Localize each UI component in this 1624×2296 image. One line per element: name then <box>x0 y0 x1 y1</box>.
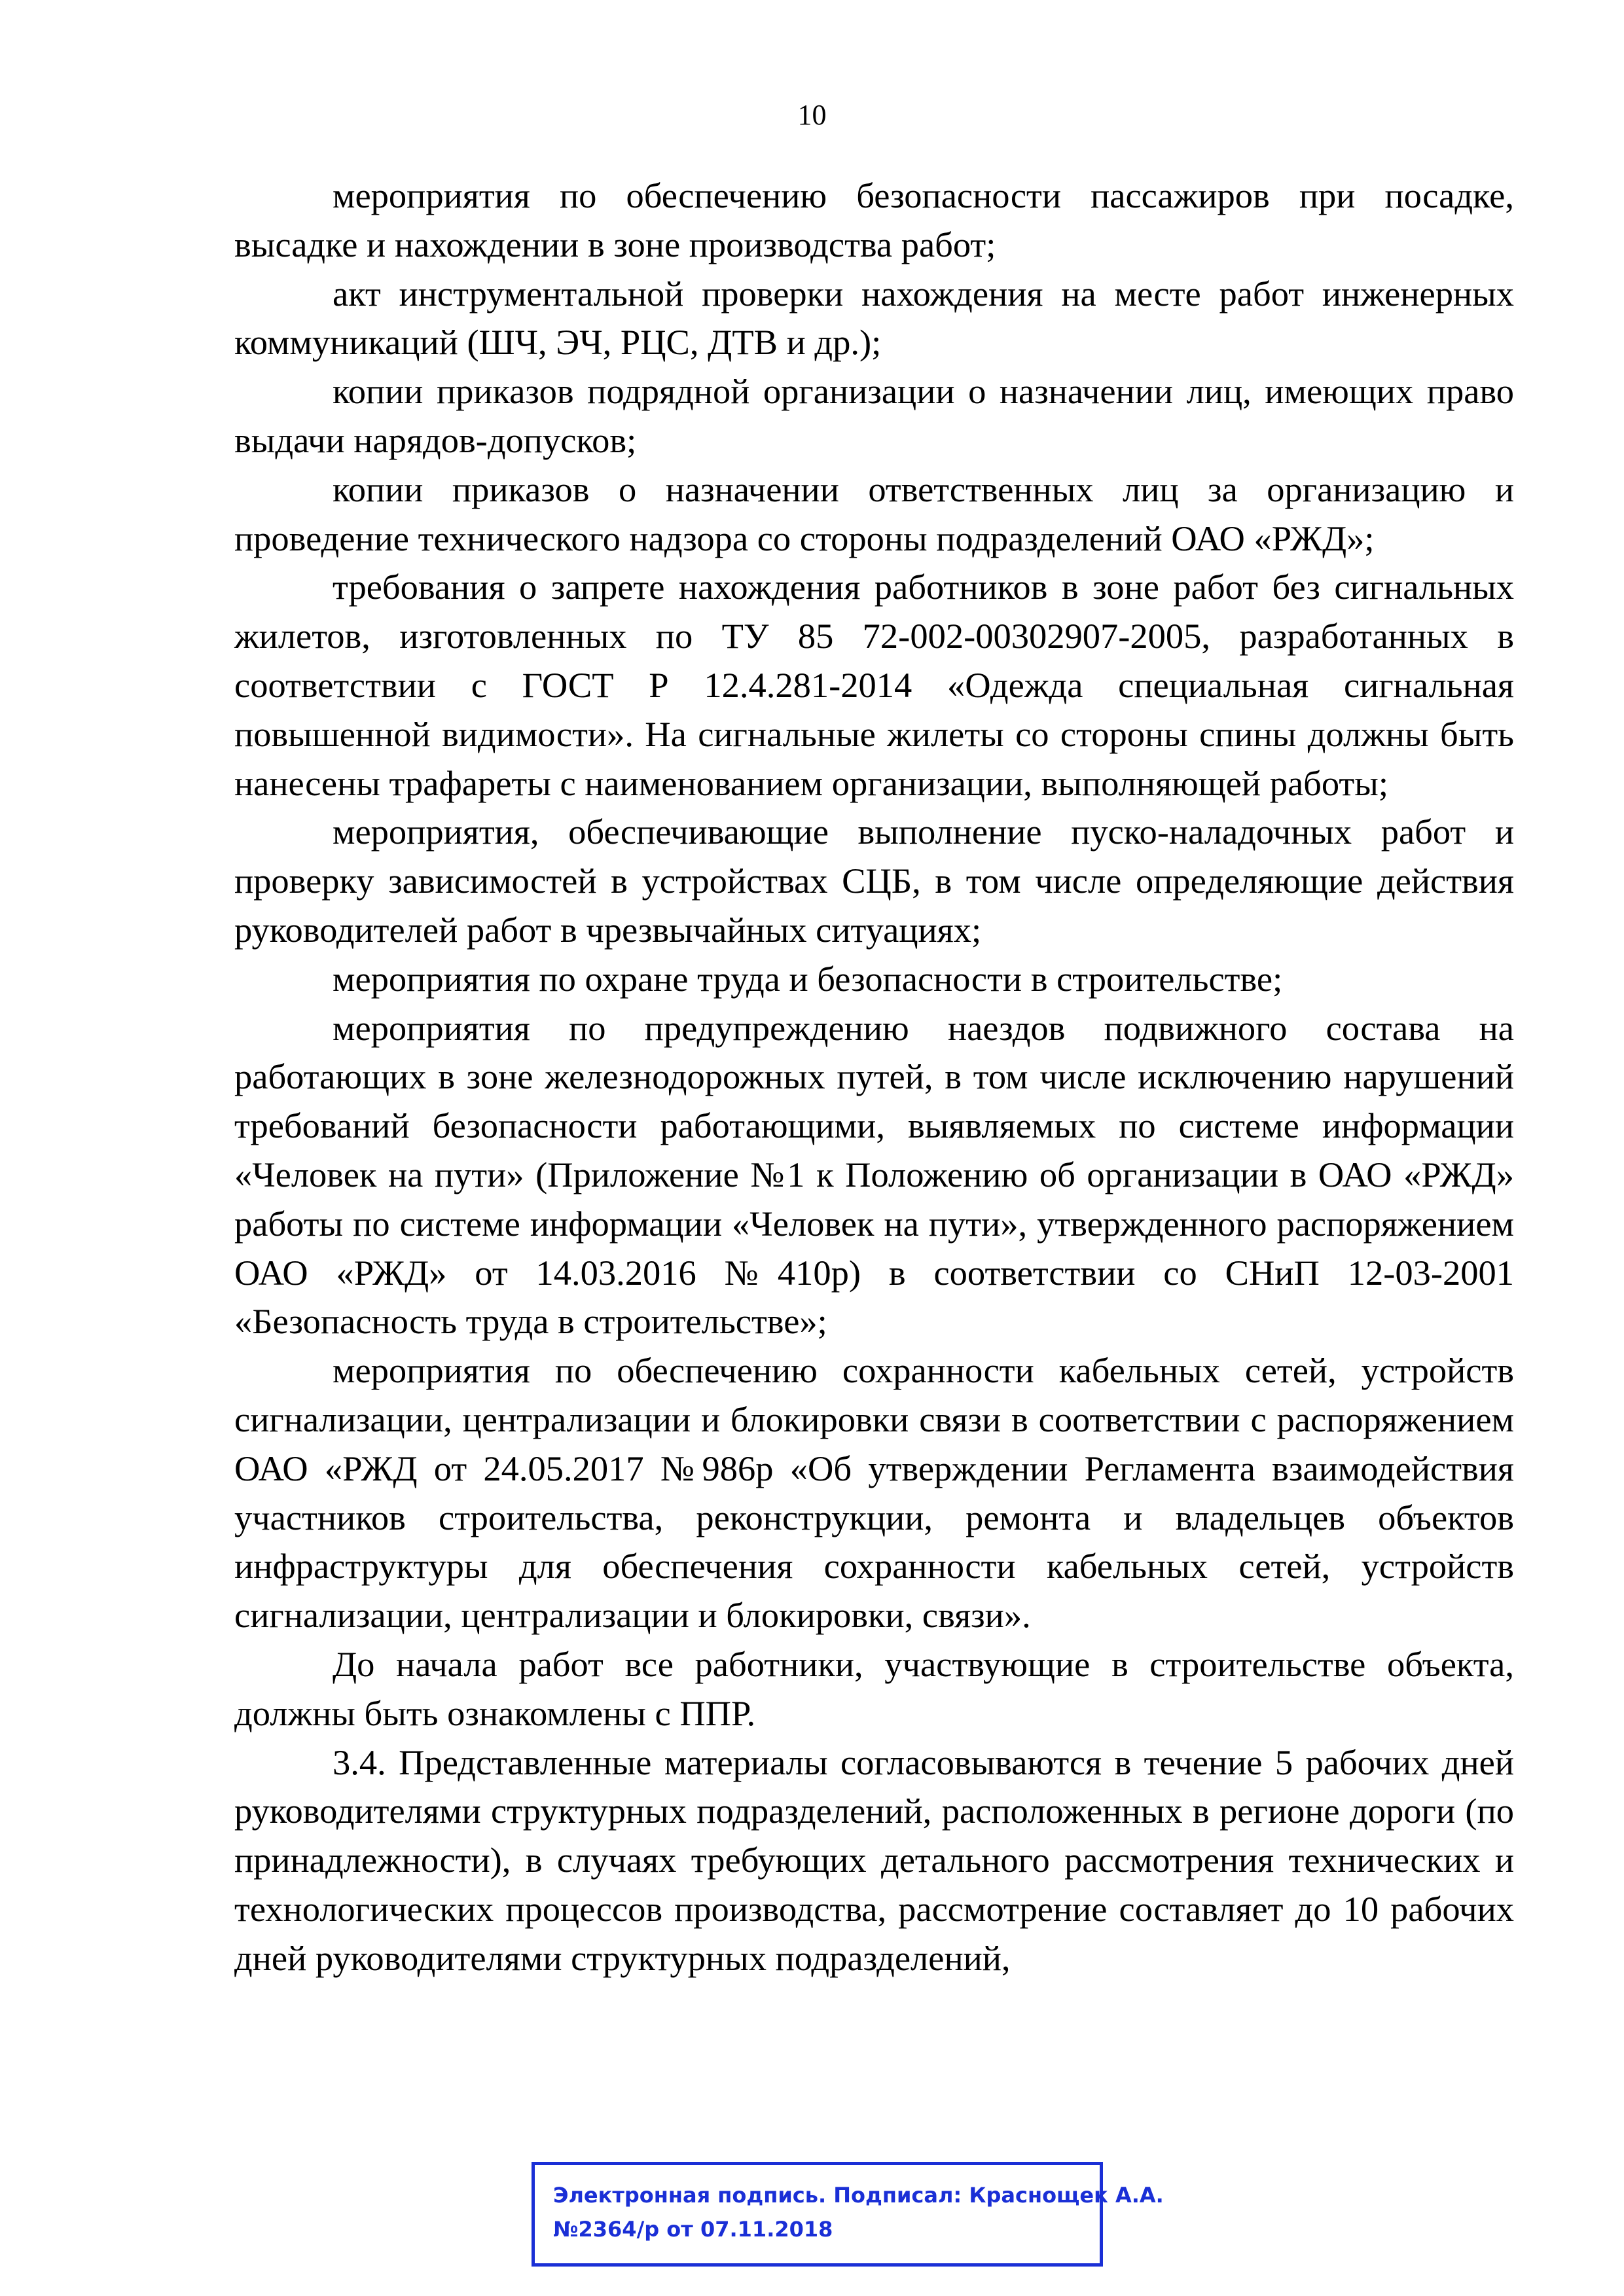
paragraph-instrumental-check-act: акт инструментальной проверки нахождения на месте работ инженерных коммуникаций (ШЧ, ЭЧ, РЦС, ДТВ и др.); <box>234 273 1514 363</box>
paragraph-contractor-orders: копии приказов подрядной организации о назначении лиц, имеющих право выдачи нарядов-допусков; <box>234 371 1514 460</box>
signature-order-line: №2364/р от 07.11.2018 <box>553 2217 833 2242</box>
paragraph-commissioning-works: мероприятия, обеспечивающие выполнение пуско-наладочных работ и проверку зависимостей в устройствах СЦБ, в том числе определяющие действия руководителей работ в чрезвычайных ситуациях; <box>234 812 1514 950</box>
paragraph-passenger-safety: мероприятия по обеспечению безопасности пассажиров при посадке, высадке и нахождении в зоне производства работ; <box>234 175 1514 264</box>
paragraph-signal-vests: требования о запрете нахождения работников в зоне работ без сигнальных жилетов, изготовленных по ТУ 85 72-002-00302907-2005, разработанных в соответствии с ГОСТ Р 12.4.281-2014 «Одежда специальная сигнальная повышенной видимости». На сигнальные жилеты со стороны спины должны быть нанесены трафареты с наименованием организации, выполняющей работы; <box>234 567 1514 803</box>
paragraph-responsible-persons-orders: копии приказов о назначении ответственных лиц за организацию и проведение технического надзора со стороны подразделений ОАО «РЖД»; <box>234 469 1514 558</box>
page-number: 10 <box>797 99 827 131</box>
paragraph-section-3-4: 3.4. Представленные материалы согласовываются в течение 5 рабочих дней руководителями структурных подразделений, расположенных в регионе дороги (по принадлежности), в случаях требующих детального рассмотрения технических и технологических процессов производства, рассмотрение составляет до 10 рабочих дней руководителями структурных подразделений, <box>234 1742 1514 1978</box>
body-text <box>234 171 1514 1982</box>
paragraph-ppr-familiarization: До начала работ все работники, участвующие в строительстве объекта, должны быть ознакомлены с ППР. <box>234 1643 1514 1733</box>
paragraph-rolling-stock-prevention: мероприятия по предупреждению наездов подвижного состава на работающих в зоне железнодорожных путей, в том числе исключению нарушений требований безопасности работающими, выявляемых по системе информации «Человек на пути» (Приложение №1 к Положению об организации в ОАО «РЖД» работы по системе информации «Человек на пути», утвержденного распоряжением ОАО «РЖД» от 14.03.2016 №410р) в соответствии со СНиП 12-03-2001 «Безопасность труда в строительстве»; <box>234 1007 1514 1342</box>
electronic-signature-stamp <box>532 2162 1164 2267</box>
paragraph-labor-protection: мероприятия по охране труда и безопасности в строительстве; <box>333 958 1283 999</box>
paragraph-cable-networks: мероприятия по обеспечению сохранности кабельных сетей, устройств сигнализации, централизации и блокировки связи в соответствии с распоряжением ОАО «РЖД от 24.05.2017 №986р «Об утверждении Регламента взаимодействия участников строительства, реконструкции, ремонта и владельцев объектов инфраструктуры для обеспечения сохранности кабельных сетей, устройств сигнализации, централизации и блокировки, связи». <box>234 1350 1514 1636</box>
signature-signer-line: Электронная подпись. Подписал: Краснощек А.А. <box>553 2183 1164 2208</box>
